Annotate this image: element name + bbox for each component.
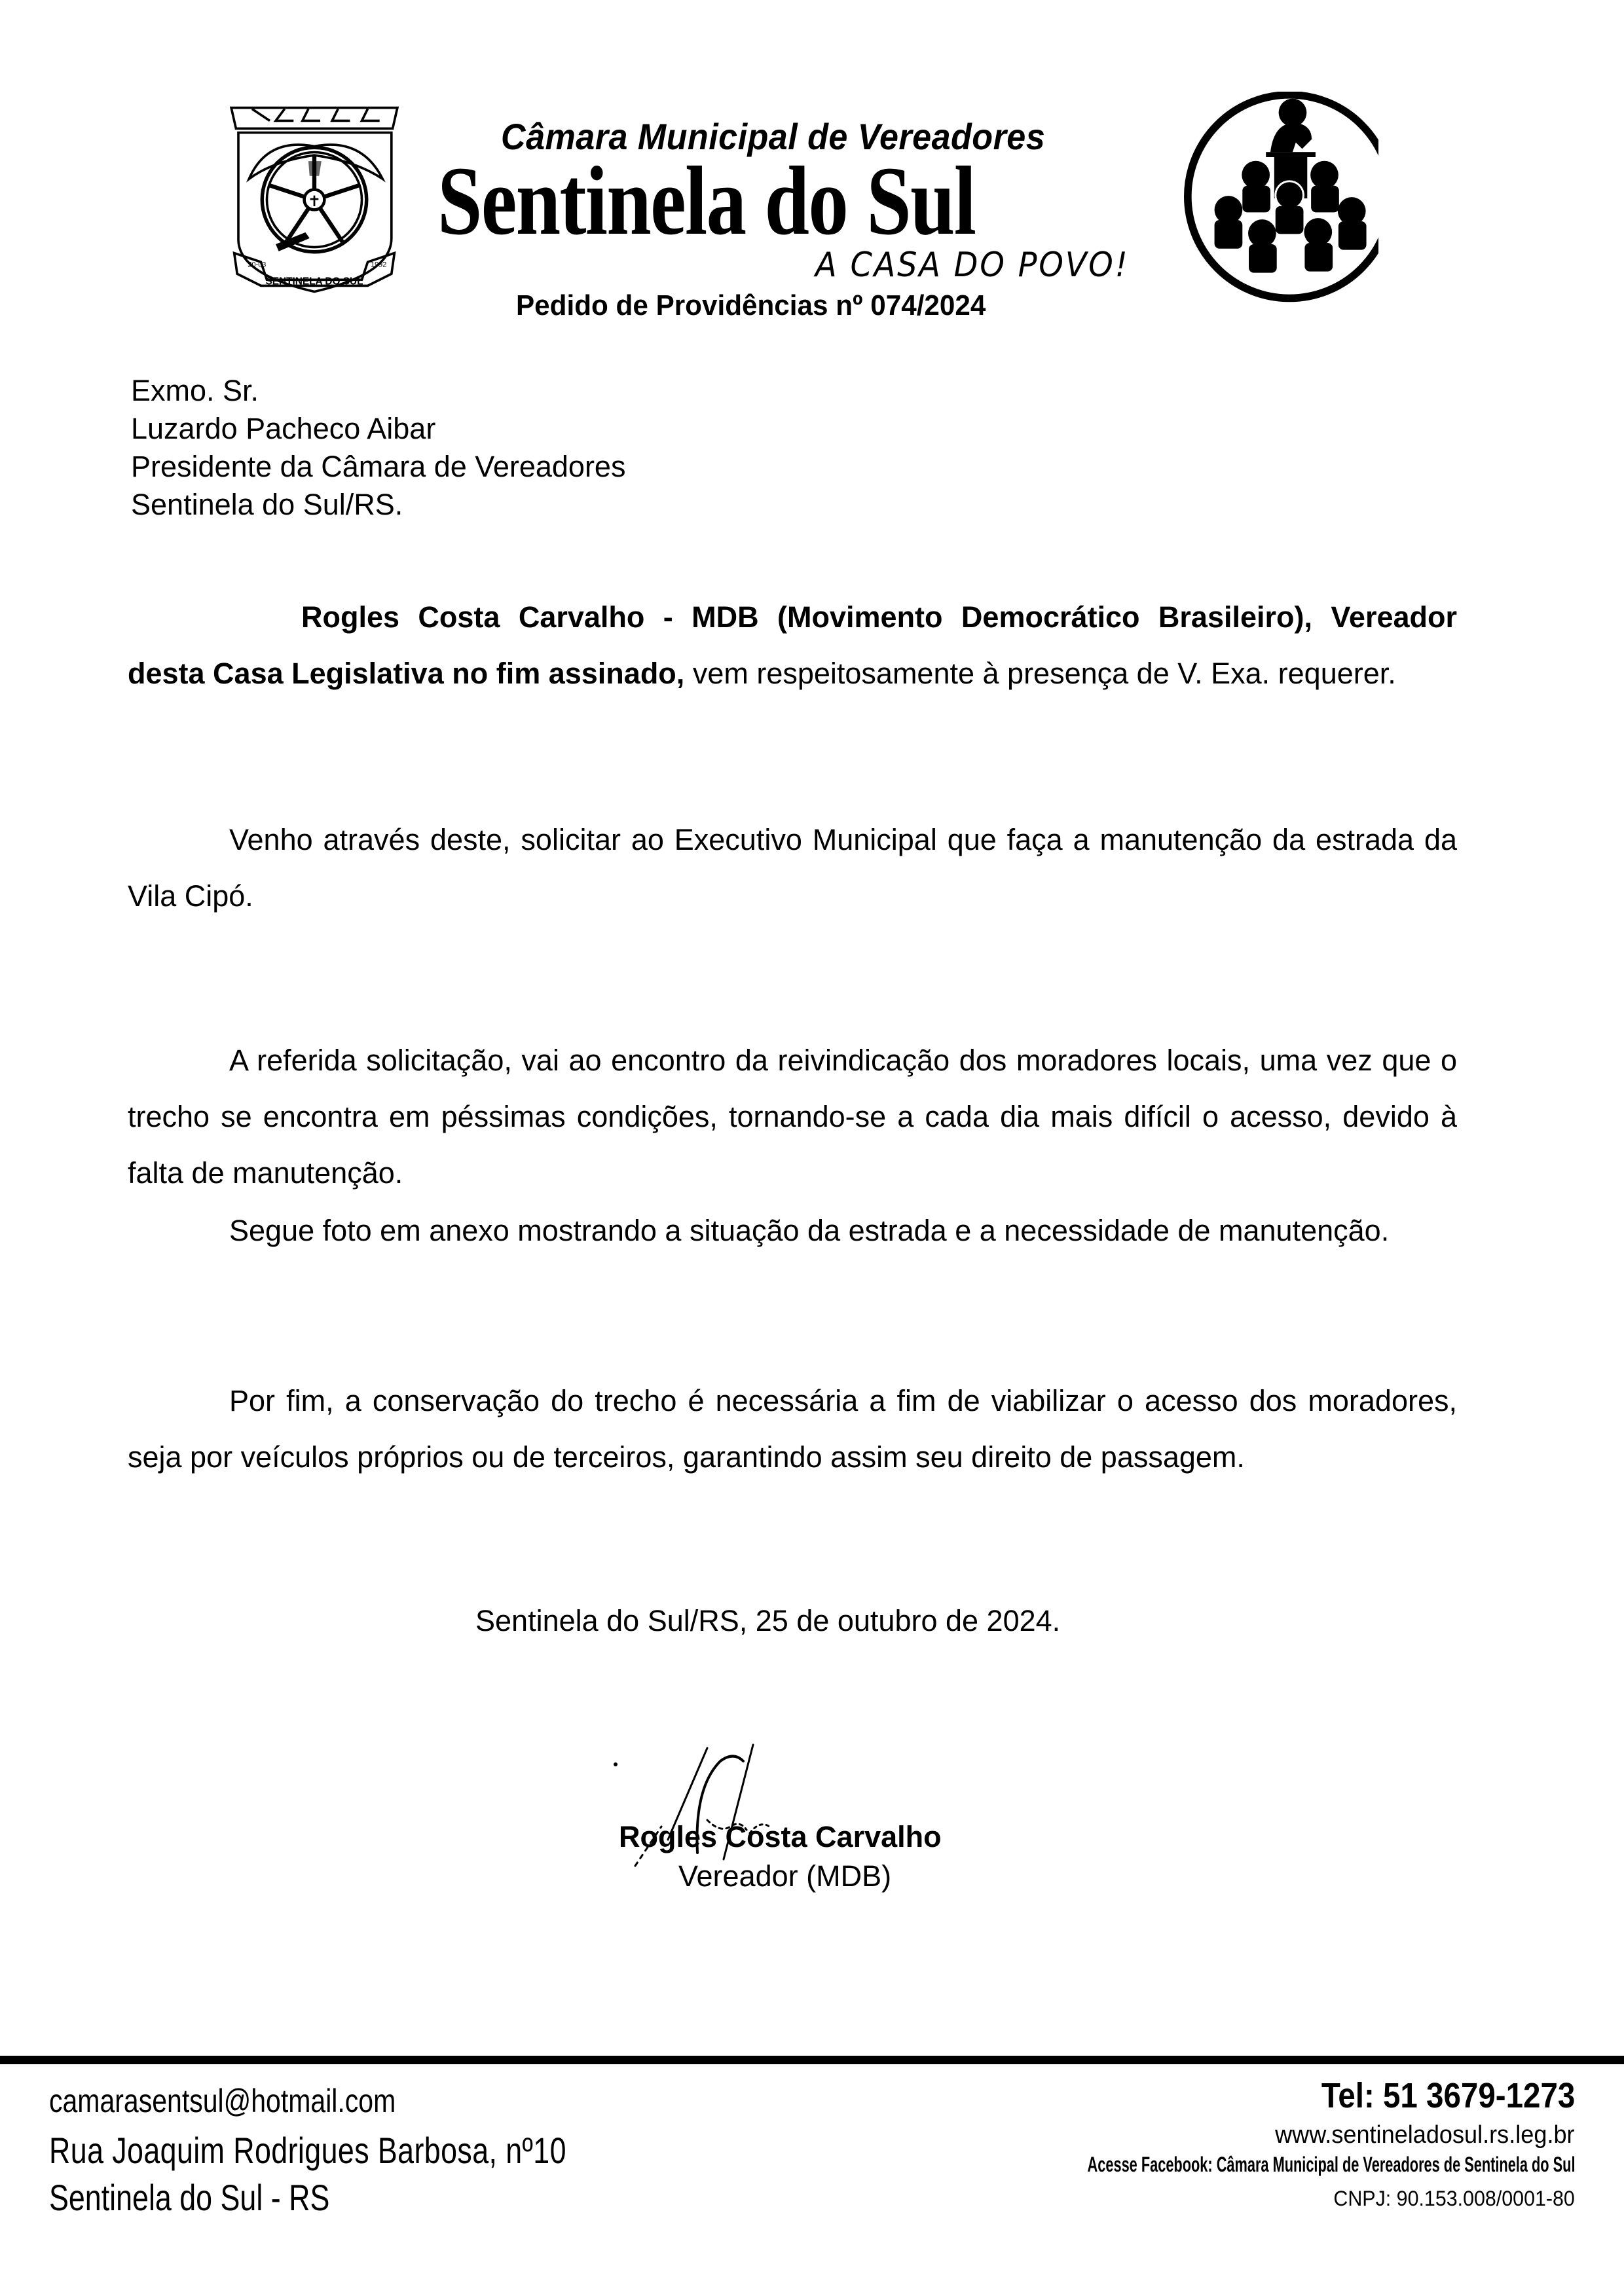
city-title: Sentinela do Sul (437, 147, 976, 255)
addressee-block (131, 372, 625, 524)
addressee-location: Sentinela do Sul/RS. (131, 488, 403, 521)
paragraph-text: Segue foto em anexo mostrando a situação da estrada e a necessidade de manutenção. (229, 1214, 1390, 1247)
assembly-people-podium-icon (1162, 92, 1378, 308)
paragraph-text: Venho através deste, solicitar ao Executivo Municipal que faça a manutenção da estrada da Vila Cipó. (128, 823, 1457, 913)
addressee-salutation: Exmo. Sr. (131, 374, 259, 407)
addressee-title: Presidente da Câmara de Vereadores (131, 450, 626, 483)
date-line: Sentinela do Sul/RS, 25 de outubro de 2024. (475, 1604, 1061, 1637)
body-paragraph (128, 1203, 1457, 1259)
body-paragraph (128, 812, 1457, 924)
footer-address: Rua Joaquim Rodrigues Barbosa, nº10 (49, 2130, 566, 2171)
coat-banner-text: SENTINELA DO SUL (265, 276, 363, 287)
signatory-name: Rogles Costa Carvalho (619, 1820, 942, 1853)
intro-paragraph (128, 589, 1457, 702)
intro-bold-text: Rogles Costa Carvalho - MDB (Movimento Democrático Brasileiro), Vereador desta Casa Legislativa no fim assinado, (128, 600, 1457, 690)
signatory-role: Vereador (MDB) (678, 1859, 892, 1893)
footer-cnpj: CNPJ: 90.153.008/0001-80 (1333, 2187, 1575, 2210)
document-title: Pedido de Providências nº 074/2024 (516, 289, 986, 321)
paragraph-text: A referida solicitação, vai ao encontro da reivindicação dos moradores locais, uma vez que o trecho se encontra em péssimas condições, tornando-se a cada dia mais difícil o acesso, devido à falta de manutenção. (128, 1044, 1457, 1190)
addressee-name: Luzardo Pacheco Aibar (131, 412, 436, 445)
coat-right-year: 1992 (371, 261, 387, 269)
footer-city: Sentinela do Sul - RS (49, 2177, 330, 2218)
footer-divider (0, 2056, 1624, 2064)
coat-left-date: 20-03 (248, 261, 267, 269)
coat-of-arms-icon (219, 92, 409, 308)
footer-facebook: Acesse Facebook: Câmara Municipal de Vereadores de Sentinela do Sul (1087, 2153, 1575, 2176)
institution-name: Câmara Municipal de Vereadores (501, 116, 1046, 157)
footer-phone: Tel: 51 3679-1273 (1321, 2076, 1575, 2115)
footer-email: camarasentsul@hotmail.com (49, 2083, 396, 2119)
intro-regular-text: vem respeitosamente à presença de V. Exa. requerer. (684, 657, 1396, 690)
footer-website: www.sentineladosul.rs.leg.br (1275, 2121, 1575, 2149)
body-paragraph (128, 1373, 1457, 1485)
motto: A CASA DO POVO! (815, 246, 1130, 285)
body-paragraph (128, 1032, 1457, 1201)
paragraph-text: Por fim, a conservação do trecho é necessária a fim de viabilizar o acesso dos moradores, seja por veículos próprios ou de terceiros, garantindo assim seu direito de passagem. (128, 1384, 1457, 1474)
